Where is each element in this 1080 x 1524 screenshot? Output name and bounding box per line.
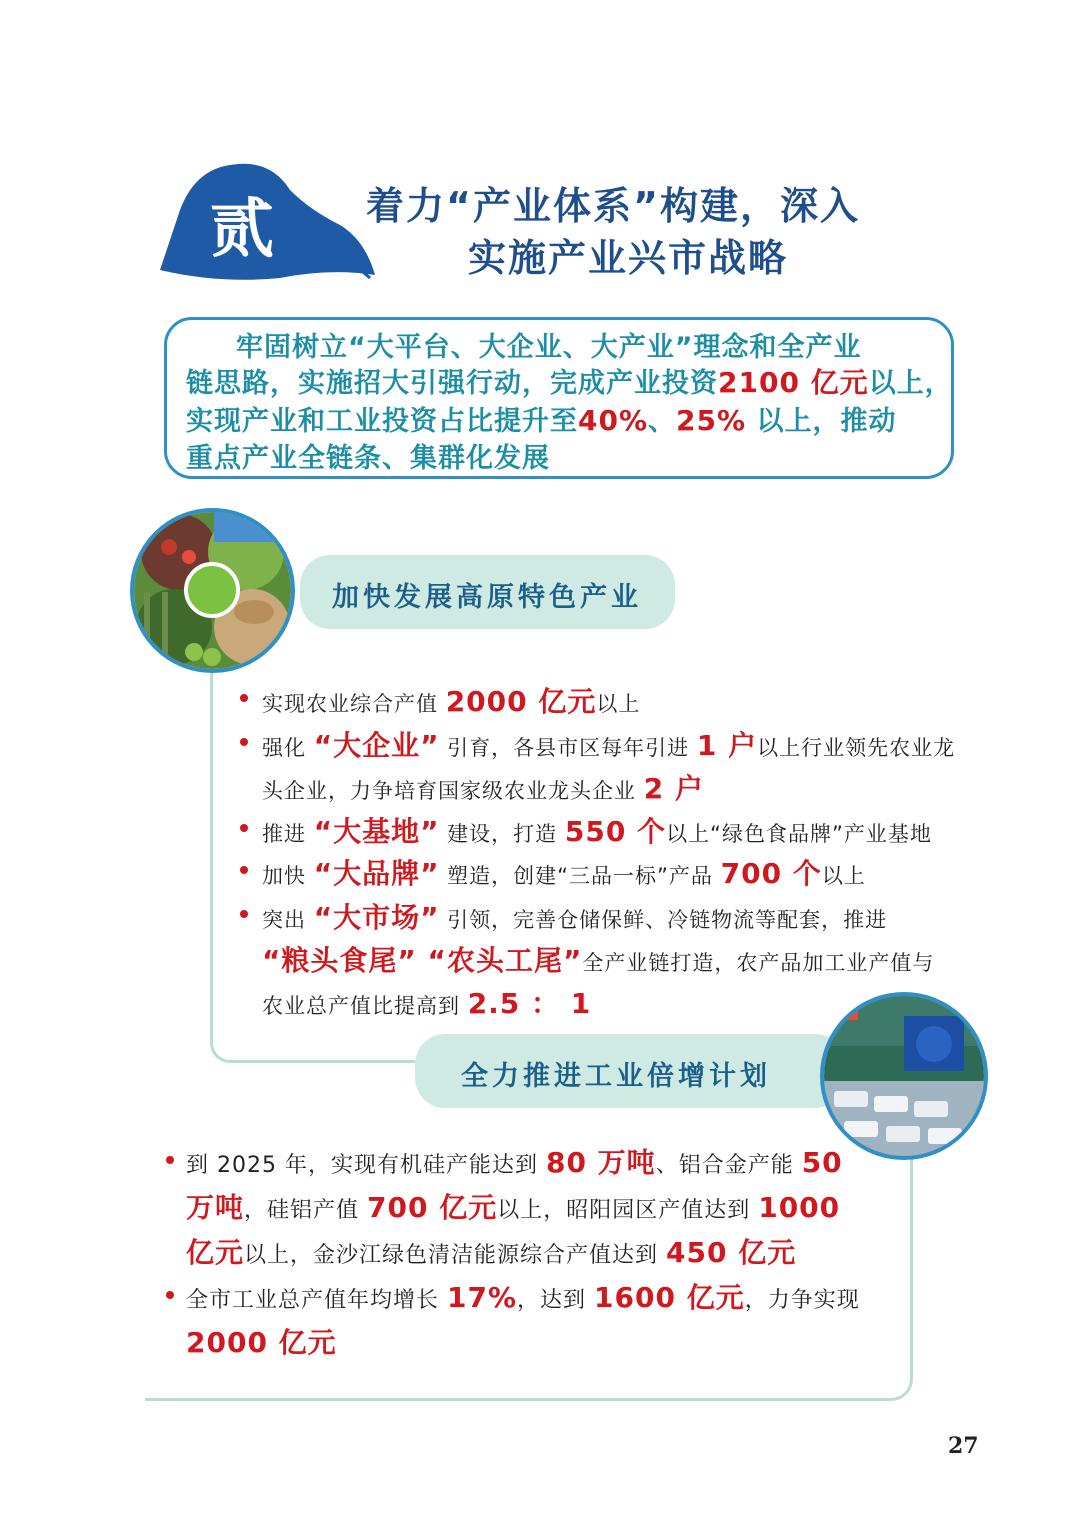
intro-investment: 2100 亿元 bbox=[718, 366, 869, 399]
page-title-line1: 着力“产业体系”构建，深入 bbox=[366, 184, 860, 228]
s2-bullet1-line3: 亿元以上，金沙江绿色清洁能源综合产值达到 450 亿元 bbox=[186, 1236, 797, 1269]
s1-bullet2-line1: 强化 “大企业” 引育，各县市区每年引进 1 户以上行业领先农业龙 bbox=[262, 729, 956, 762]
s2-bullet2-line2: 2000 亿元 bbox=[186, 1326, 337, 1359]
section-badge-char: 贰 bbox=[210, 192, 274, 267]
bullet-dot bbox=[240, 694, 248, 702]
s1-bullet4: 加快 “大品牌” 塑造，创建“三品一标”产品 700 个以上 bbox=[262, 857, 866, 890]
s1-bullet2-line2: 头企业，力争培育国家级农业龙头企业 2 户 bbox=[262, 772, 704, 805]
section1-heading: 加快发展高原特色产业 bbox=[300, 555, 675, 629]
intro-line1: 牢固树立“大平台、大企业、大产业”理念和全产业 bbox=[236, 332, 862, 363]
page-number: 27 bbox=[948, 1433, 979, 1459]
intro-line2: 链思路，实施招大引强行动，完成产业投资2100 亿元以上， bbox=[186, 366, 953, 399]
s1-bullet1: 实现农业综合产值 2000 亿元以上 bbox=[262, 685, 641, 718]
s1-bullet5-line1: 突出 “大市场” 引领，完善仓储保鲜、冷链物流等配套，推进 bbox=[262, 901, 888, 934]
bullet-dot bbox=[166, 1156, 174, 1164]
s2-bullet1-line2: 万吨，硅铝产值 700 亿元以上，昭阳园区产值达到 1000 bbox=[186, 1191, 841, 1224]
page-title-line2: 实施产业兴市战略 bbox=[468, 236, 789, 280]
s1-bullet5-line3: 农业总产值比提高到 2.5 ： 1 bbox=[262, 987, 592, 1020]
intro-line3: 实现产业和工业投资占比提升至40%、25% 以上，推动 bbox=[186, 404, 897, 437]
bullet-dot bbox=[166, 1291, 174, 1299]
s2-bullet2-line1: 全市工业总产值年均增长 17%，达到 1600 亿元，力争实现 bbox=[186, 1281, 860, 1314]
s1-bullet3: 推进 “大基地” 建设，打造 550 个以上“绿色食品牌”产业基地 bbox=[262, 815, 932, 848]
bullet-dot bbox=[240, 866, 248, 874]
bullet-dot bbox=[240, 910, 248, 918]
bullet-dot bbox=[240, 738, 248, 746]
s2-bullet1-line1: 到 2025 年，实现有机硅产能达到 80 万吨、铝合金产能 50 bbox=[186, 1146, 843, 1179]
s1-bullet5-line2: “粮头食尾” “农头工尾”全产业链打造，农产品加工业产值与 bbox=[262, 944, 935, 977]
bullet-dot bbox=[240, 824, 248, 832]
section2-heading: 全力推进工业倍增计划 bbox=[415, 1034, 845, 1108]
intro-line4: 重点产业全链条、集群化发展 bbox=[186, 443, 550, 474]
industry-photo bbox=[820, 992, 988, 1160]
agriculture-photo-collage bbox=[130, 508, 295, 673]
